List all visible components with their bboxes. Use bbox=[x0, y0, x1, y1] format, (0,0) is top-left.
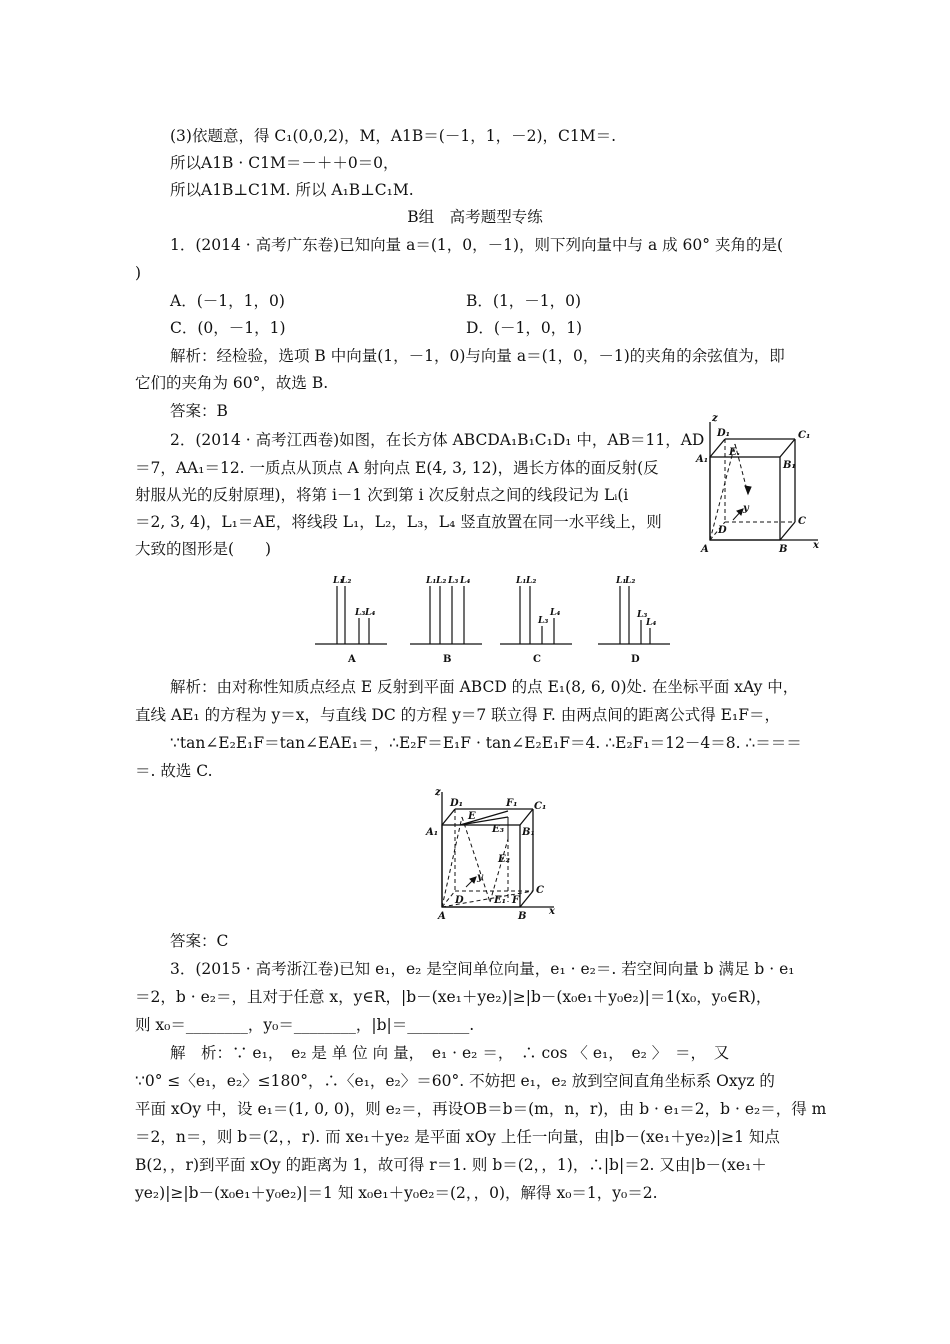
fig2-label-b1: B₁ bbox=[522, 827, 535, 838]
fig2-label-c: C bbox=[536, 885, 544, 896]
q1-option-d: D．(－1，0，1) bbox=[466, 319, 583, 337]
fig1-label-a: A bbox=[701, 544, 709, 554]
fig1-label-e: E. bbox=[729, 447, 741, 458]
fig2-label-f: F bbox=[512, 895, 520, 906]
fig1-label-c1: C₁ bbox=[798, 430, 811, 441]
part3-line1: (3)依题意，得 C₁(0,0,2)，M，A1B＝(－1，1，－2)，C1M＝. bbox=[170, 127, 617, 145]
bar-label-b-l2: L₂ bbox=[436, 576, 447, 586]
bar-label-b-l3: L₃ bbox=[448, 576, 459, 586]
q2-solution-line3: ∵tan∠E₂E₁F＝tan∠EAE₁＝，∴E₂F＝E₁F · tan∠E₂E₁F＝4. ∴E₂F₁＝12－4＝8. ∴＝＝＝ bbox=[170, 734, 802, 752]
q1-option-c: C．(0，－1，1) bbox=[170, 319, 286, 337]
q1-solution-line2: 它们的夹角为 60°，故选 B. bbox=[135, 374, 329, 392]
bar-option-caption-b: B bbox=[443, 654, 452, 665]
bar-option-caption-d: D bbox=[631, 654, 640, 665]
q3-solution-line1: 解 析：∵ e₁， e₂ 是 单 位 向 量， e₁ · e₂ ＝， ∴ cos 〈 e₁， e₂ 〉 ＝， 又 bbox=[170, 1044, 730, 1062]
fig2-label-e: E bbox=[468, 811, 476, 822]
q3-solution-line4: ＝2，n＝，则 b＝(2，，r). 而 xe₁＋ye₂ 是平面 xOy 上任一向量，由|b－(xe₁＋ye₂)|≥1 知点 bbox=[135, 1128, 780, 1146]
q2-stem-line4: ＝2, 3, 4)，L₁＝AE，将线段 L₁，L₂，L₃，L₄ 竖直放置在同一水平线上，则 bbox=[135, 513, 662, 531]
bar-label-a-l4: L₄ bbox=[365, 608, 376, 618]
fig2-label-y: y bbox=[477, 872, 483, 883]
bar-label-c-l4: L₄ bbox=[550, 608, 561, 618]
q1-answer: 答案：B bbox=[170, 402, 228, 420]
q2-answer: 答案：C bbox=[170, 932, 229, 950]
fig2-label-x: x bbox=[549, 906, 555, 917]
section-title: B组 高考题型专练 bbox=[407, 208, 543, 226]
q2-stem-line3: 射服从光的反射原理)，将第 i－1 次到第 i 次反射点之间的线段记为 Lᵢ(i bbox=[135, 486, 629, 504]
fig1-label-b1: B₁ bbox=[783, 460, 796, 471]
q3-stem-line3: 则 x₀＝________，y₀＝________，|b|＝________. bbox=[135, 1016, 475, 1034]
q2-solution-line4: ＝. 故选 C. bbox=[135, 762, 213, 780]
fig1-label-z: z bbox=[712, 413, 718, 424]
cuboid-figure bbox=[695, 412, 825, 554]
fig1-label-d1: D₁ bbox=[717, 428, 731, 439]
fig1-label-b: B bbox=[779, 544, 788, 554]
cuboid-reflection-figure bbox=[422, 787, 562, 922]
bar-option-caption-c: C bbox=[533, 654, 541, 665]
fig2-label-e2: E₂ bbox=[498, 854, 511, 865]
q1-option-a: A．(－1，1，0) bbox=[170, 292, 285, 310]
fig1-label-a1: A₁ bbox=[696, 454, 709, 465]
fig2-label-d1: D₁ bbox=[450, 798, 464, 809]
q2-solution-line2: 直线 AE₁ 的方程为 y＝x，与直线 DC 的方程 y＝7 联立得 F. 由两点间的距离公式得 E₁F＝， bbox=[135, 706, 780, 724]
q3-stem-line2: ＝2，b · e₂＝，且对于任意 x，y∈R，|b－(xe₁＋ye₂)|≥|b－(x₀e₁＋y₀e₂)|＝1(x₀，y₀∈R)， bbox=[135, 988, 772, 1006]
q1-solution-line1: 解析：经检验，选项 B 中向量(1，－1，0)与向量 a＝(1，0，－1)的夹角的余弦值为，即 bbox=[170, 347, 785, 365]
fig1-label-c: C bbox=[798, 516, 806, 527]
q3-solution-line5: B(2，，r)到平面 xOy 的距离为 1，故可得 r＝1. 则 b＝(2，，1)，∴|b|＝2. 又由|b－(xe₁＋ bbox=[135, 1156, 767, 1174]
q2-stem-line2: ＝7，AA₁＝12. 一质点从顶点 A 射向点 E(4, 3, 12)，遇长方体的面反射(反 bbox=[135, 459, 659, 477]
q1-stem-line2: ) bbox=[135, 264, 142, 282]
bar-label-a-l1: L₁ bbox=[333, 576, 344, 586]
bar-label-d-l4: L₄ bbox=[646, 618, 657, 628]
fig2-label-d: D bbox=[455, 895, 464, 906]
q3-solution-line6: ye₂)|≥|b－(x₀e₁＋y₀e₂)|＝1 知 x₀e₁＋y₀e₂＝(2，，0)，解得 x₀＝1，y₀＝2. bbox=[135, 1184, 658, 1202]
q2-stem-line1: 2．(2014 · 高考江西卷)如图，在长方体 ABCDA₁B₁C₁D₁ 中，AB＝11，AD bbox=[170, 431, 705, 449]
bar-label-b-l4: L₄ bbox=[460, 576, 471, 586]
fig2-label-a: A bbox=[438, 911, 446, 922]
q1-stem-line1: 1．(2014 · 高考广东卷)已知向量 a＝(1，0，－1)，则下列向量中与 a 成 60° 夹角的是( bbox=[170, 236, 784, 254]
bar-options-figure bbox=[310, 568, 680, 668]
fig2-label-b: B bbox=[518, 911, 527, 922]
bar-option-caption-a: A bbox=[348, 654, 356, 665]
fig1-label-x: x bbox=[813, 540, 819, 551]
bar-label-b-l1: L₁ bbox=[426, 576, 437, 586]
fig2-label-e3: E₃ bbox=[492, 824, 505, 835]
bar-label-d-l1: L₁ bbox=[616, 576, 627, 586]
bar-label-a-l3: L₃ bbox=[355, 608, 366, 618]
q3-solution-line3: 平面 xOy 中，设 e₁＝(1, 0, 0)，则 e₂＝，再设OB＝b＝(m，n，r)，由 b · e₁＝2，b · e₂＝，得 m bbox=[135, 1100, 827, 1118]
fig2-label-a1: A₁ bbox=[426, 827, 439, 838]
q2-solution-line1: 解析：由对称性知质点经点 E 反射到平面 ABCD 的点 E₁(8, 6, 0)处. 在坐标平面 xAy 中， bbox=[170, 678, 799, 696]
q3-solution-line2: ∵0° ≤〈e₁，e₂〉≤180°，∴〈e₁，e₂〉＝60°. 不妨把 e₁，e₂ 放到空间直角坐标系 Oxyz 的 bbox=[135, 1072, 775, 1090]
part3-line3: 所以A1B⊥C1M. 所以 A₁B⊥C₁M. bbox=[170, 181, 414, 199]
fig2-label-f1: F₁ bbox=[506, 798, 518, 809]
bar-label-c-l1: L₁ bbox=[516, 576, 527, 586]
bar-label-a-l2: L₂ bbox=[341, 576, 352, 586]
fig2-label-e1: E₁ bbox=[494, 895, 507, 906]
bar-label-c-l3: L₃ bbox=[538, 616, 549, 626]
fig1-label-y: y bbox=[743, 503, 749, 514]
q2-stem-line5: 大致的图形是( ) bbox=[135, 540, 272, 558]
fig2-label-z: z bbox=[435, 787, 441, 798]
part3-line2: 所以A1B · C1M＝－＋＋0＝0， bbox=[170, 154, 399, 172]
bar-label-d-l3: L₃ bbox=[637, 610, 648, 620]
fig1-label-d: D bbox=[718, 525, 727, 536]
bar-label-d-l2: L₂ bbox=[625, 576, 636, 586]
fig2-label-c1: C₁ bbox=[534, 801, 547, 812]
q1-option-b: B．(1，－1，0) bbox=[466, 292, 582, 310]
q3-stem-line1: 3．(2015 · 高考浙江卷)已知 e₁，e₂ 是空间单位向量，e₁ · e₂＝. 若空间向量 b 满足 b · e₁ bbox=[170, 960, 795, 978]
bar-label-c-l2: L₂ bbox=[526, 576, 537, 586]
